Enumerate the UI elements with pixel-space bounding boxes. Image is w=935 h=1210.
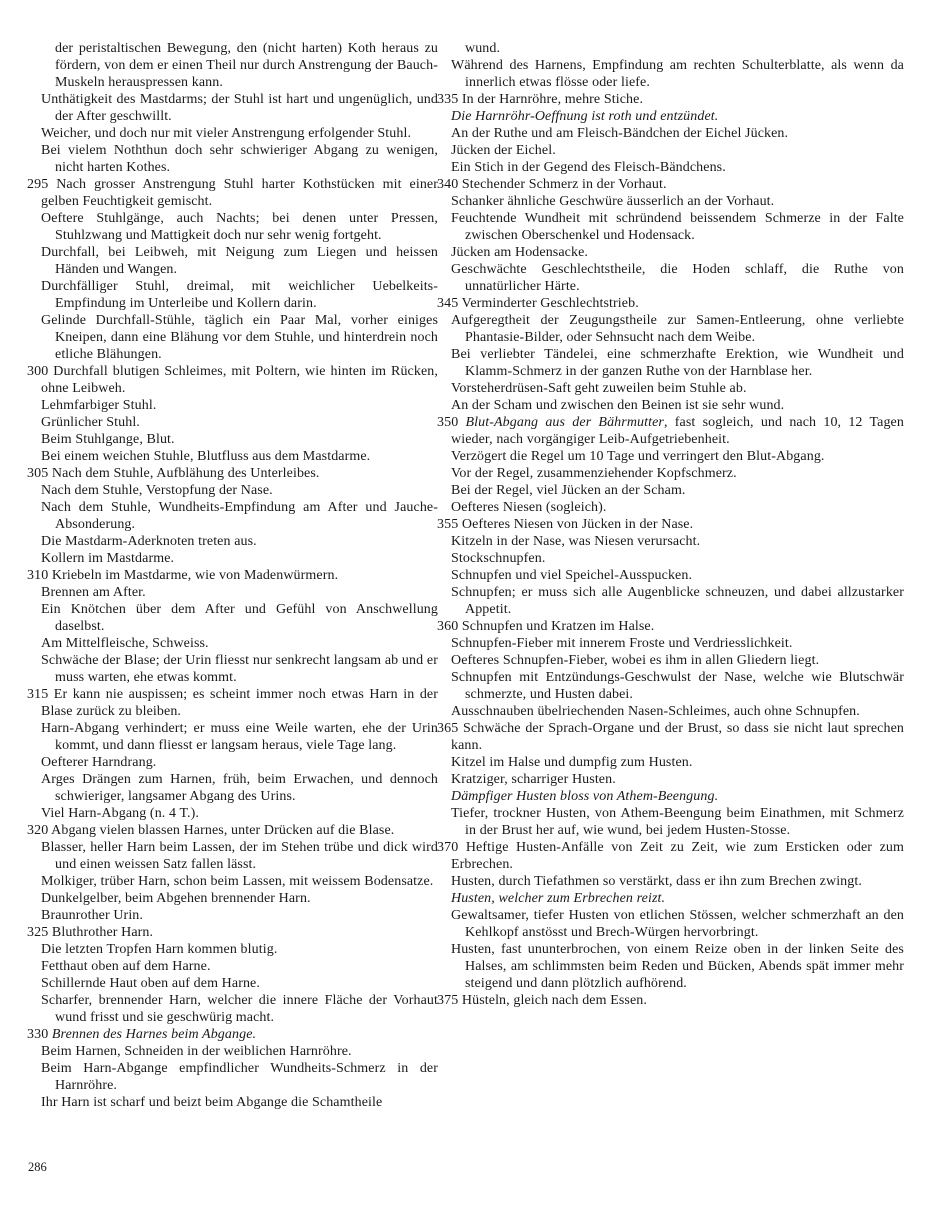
symptom-entry: [27, 601, 438, 635]
entry-text: Schnupfen mit Entzündungs-Geschwulst der Nase, welche wie Blutschwär schmerzte, und Husten dabei.: [451, 670, 904, 702]
symptom-entry: [437, 499, 904, 516]
entry-text: Geschwächte Geschlechtstheile, die Hoden schlaff, die Ruthe von unnatürlicher Härte.: [451, 262, 904, 294]
entry-text: Kriebeln im Mastdarme, wie von Madenwürmern.: [51, 568, 339, 583]
entry-text: Oefterer Harndrang.: [41, 755, 157, 770]
symptom-entry: [437, 448, 904, 465]
entry-text: Kitzeln in der Nase, was Niesen verursacht.: [451, 534, 701, 549]
entry-number: 375: [437, 993, 462, 1008]
symptom-entry: [437, 176, 904, 193]
entry-text: der peristaltischen Bewegung, den (nicht harten) Koth heraus zu fördern, von dem er einen Theil nur durch Anstrengung der Bauch-Muskeln herauspressen kann.: [55, 41, 438, 90]
entry-text: Stechender Schmerz in der Vorhaut.: [461, 177, 667, 192]
symptom-entry: [27, 1060, 438, 1094]
entry-number: 360: [437, 619, 462, 634]
symptom-entry: [27, 278, 438, 312]
symptom-entry: [27, 686, 438, 720]
entry-text-italic: Blut-Abgang aus der Bährmutter: [465, 415, 664, 430]
symptom-entry: [27, 142, 438, 176]
entry-text: Vorsteherdrüsen-Saft geht zuweilen beim Stuhle ab.: [451, 381, 747, 396]
entry-text: Die Mastdarm-Aderknoten treten aus.: [41, 534, 257, 549]
symptom-entry: [27, 482, 438, 499]
symptom-entry: [437, 907, 904, 941]
symptom-entry: [27, 992, 438, 1026]
entry-text: Die letzten Tropfen Harn kommen blutig.: [41, 942, 278, 957]
symptom-entry: [27, 839, 438, 873]
symptom-entry: [437, 380, 904, 397]
symptom-entry: [27, 941, 438, 958]
entry-number: 325: [27, 925, 52, 940]
entry-text: Verzögert die Regel um 10 Tage und verringert den Blut-Abgang.: [451, 449, 825, 464]
entry-text: Weicher, und doch nur mit vieler Anstrengung erfolgender Stuhl.: [41, 126, 412, 141]
symptom-entry: [437, 244, 904, 261]
symptom-entry: [437, 720, 904, 754]
entry-text-italic: Die Harnröhr-Oeffnung ist roth und entzündet.: [451, 109, 719, 124]
symptom-entry: [437, 992, 904, 1009]
entry-text: Schnupfen und viel Speichel-Ausspucken.: [451, 568, 693, 583]
entry-number: 315: [27, 687, 54, 702]
symptom-entry: [27, 448, 438, 465]
symptom-entry: [437, 125, 904, 142]
entry-number: 310: [27, 568, 52, 583]
symptom-entry: [27, 890, 438, 907]
symptom-entry: [27, 975, 438, 992]
symptom-entry: [437, 550, 904, 567]
entry-text: Oefteres Niesen von Jücken in der Nase.: [461, 517, 694, 532]
entry-text: Oeftere Stuhlgänge, auch Nachts; bei denen unter Pressen, Stuhlzwang und Mattigkeit doch nur sehr wenig fortgeht.: [41, 211, 438, 243]
entry-text: Husten, durch Tiefathmen so verstärkt, dass er ihn zum Brechen zwingt.: [451, 874, 862, 889]
symptom-entry: [27, 40, 438, 91]
symptom-entry: [27, 533, 438, 550]
entry-text: Viel Harn-Abgang (n. 4 T.).: [41, 806, 200, 821]
entry-text: Ein Knötchen über dem After und Gefühl von Anschwellung daselbst.: [41, 602, 438, 634]
entry-text: Oefteres Schnupfen-Fieber, wobei es ihm in allen Gliedern liegt.: [451, 653, 820, 668]
symptom-entry: [437, 771, 904, 788]
symptom-entry: [437, 567, 904, 584]
page-number: 286: [28, 1160, 47, 1174]
symptom-entry: [27, 1094, 438, 1111]
entry-text: Arges Drängen zum Harnen, früh, beim Erwachen, und dennoch schwieriger, langsamer Abgang des Urins.: [41, 772, 438, 804]
entry-number: 320: [27, 823, 52, 838]
symptom-entry: [437, 414, 904, 448]
symptom-entry: [437, 873, 904, 890]
entry-text: In der Harnröhre, mehre Stiche.: [461, 92, 644, 107]
symptom-entry: [27, 635, 438, 652]
entry-text: Durchfall blutigen Schleimes, mit Poltern, wie hinten im Rücken, ohne Leibweh.: [41, 364, 438, 396]
entry-number: 345: [437, 296, 462, 311]
entry-text: Beim Stuhlgange, Blut.: [41, 432, 175, 447]
entry-text: Ein Stich in der Gegend des Fleisch-Bändchens.: [451, 160, 726, 175]
symptom-entry: [27, 244, 438, 278]
entry-text-italic: Brennen des Harnes beim Abgange.: [51, 1027, 257, 1042]
entry-text: Stockschnupfen.: [451, 551, 546, 566]
entry-text: Scharfer, brennender Harn, welcher die innere Fläche der Vorhaut wund frisst und sie geschwürig macht.: [41, 993, 438, 1025]
entry-number: 355: [437, 517, 462, 532]
symptom-entry: [437, 533, 904, 550]
entry-text: Kitzel im Halse und dumpfig zum Husten.: [451, 755, 693, 770]
entry-text: Beim Harnen, Schneiden in der weiblichen Harnröhre.: [41, 1044, 352, 1059]
symptom-entry: [437, 295, 904, 312]
symptom-entry: [437, 159, 904, 176]
entry-text: Am Mittelfleische, Schweiss.: [41, 636, 209, 651]
symptom-entry: [27, 720, 438, 754]
entry-text: Dunkelgelber, beim Abgehen brennender Harn.: [41, 891, 311, 906]
entry-text: Bluthrother Harn.: [51, 925, 154, 940]
entry-text: Nach dem Stuhle, Wundheits-Empfindung am After und Jauche-Absonderung.: [41, 500, 438, 532]
symptom-entry: [27, 584, 438, 601]
symptom-entry: [437, 788, 904, 805]
symptom-entry: [27, 312, 438, 363]
entry-number: 305: [27, 466, 52, 481]
symptom-entry: [437, 397, 904, 414]
symptom-entry: [437, 669, 904, 703]
entry-text: wund.: [465, 41, 501, 56]
symptom-entry: [27, 958, 438, 975]
symptom-entry: [437, 941, 904, 992]
entry-text: Schnupfen-Fieber mit innerem Froste und Verdriesslichkeit.: [451, 636, 793, 651]
entry-text: Vor der Regel, zusammenziehender Kopfschmerz.: [451, 466, 737, 481]
symptom-entry: [27, 210, 438, 244]
entry-text: Brennen am After.: [41, 585, 146, 600]
symptom-entry: [27, 771, 438, 805]
entry-text: Schwäche der Sprach-Organe und der Brust, so dass sie nicht laut sprechen kann.: [451, 721, 904, 753]
entry-text: , fast sogleich, und nach 10, 12 Tagen wieder, nach vorgängiger Leib-Aufgetriebenheit.: [451, 415, 904, 447]
symptom-entry: [27, 873, 438, 890]
right-column: [437, 40, 904, 1009]
entry-text: Nach dem Stuhle, Verstopfung der Nase.: [41, 483, 273, 498]
entry-text: Aufgeregtheit der Zeugungstheile zur Samen-Entleerung, ohne verliebte Phantasie-Bilder, oder Sehnsucht nach dem Weibe.: [451, 313, 904, 345]
symptom-entry: [437, 618, 904, 635]
symptom-entry: [437, 312, 904, 346]
entry-text: An der Scham und zwischen den Beinen ist sie sehr wund.: [451, 398, 785, 413]
entry-text: Ausschnauben übelriechenden Nasen-Schleimes, auch ohne Schnupfen.: [451, 704, 860, 719]
entry-text: Blasser, heller Harn beim Lassen, der im Stehen trübe und dick wird und einen weissen Satz fallen lässt.: [41, 840, 438, 872]
symptom-entry: [437, 482, 904, 499]
symptom-entry: [437, 108, 904, 125]
entry-text: Schnupfen; er muss sich alle Augenblicke schneuzen, und dabei allzustarker Appetit.: [451, 585, 904, 617]
symptom-entry: [437, 91, 904, 108]
entry-number: 295: [27, 177, 57, 192]
entry-text: Jücken der Eichel.: [451, 143, 556, 158]
symptom-entry: [437, 635, 904, 652]
entry-text: Bei vielem Noththun doch sehr schwieriger Abgang zu wenigen, nicht harten Kothes.: [41, 143, 438, 175]
entry-text: Molkiger, trüber Harn, schon beim Lassen, mit weissem Bodensatze.: [41, 874, 434, 889]
entry-text: Ihr Harn ist scharf und beizt beim Abgange die Schamtheile: [41, 1095, 383, 1110]
entry-number: 330: [27, 1027, 52, 1042]
symptom-entry: [27, 176, 438, 210]
entry-text: Harn-Abgang verhindert; er muss eine Weile warten, ehe der Urin kommt, und dann fliesst er langsam heraus, viele Tage lang.: [41, 721, 438, 753]
entry-text: Gewaltsamer, tiefer Husten von etlichen Stössen, welcher schmerzhaft an den Kehlkopf anstösst und Brech-Würgen hervorbringt.: [451, 908, 904, 940]
entry-text: Oefteres Niesen (sogleich).: [451, 500, 607, 515]
entry-text: Tiefer, trockner Husten, von Athem-Beengung beim Einathmen, mit Schmerz in der Brust her auf, wie wund, bei jedem Husten-Stosse.: [451, 806, 904, 838]
symptom-entry: [437, 754, 904, 771]
symptom-entry: [437, 40, 904, 57]
entry-text: Gelinde Durchfall-Stühle, täglich ein Paar Mal, vorher einiges Kneipen, dann eine Blähung vor dem Stuhle, und hinterdrein noch etliche Blähungen.: [41, 313, 438, 362]
symptom-entry: [27, 550, 438, 567]
entry-text: Nach grosser Anstrengung Stuhl harter Kothstücken mit einer gelben Feuchtigkeit gemischt.: [41, 177, 438, 209]
entry-text: Nach dem Stuhle, Aufblähung des Unterleibes.: [51, 466, 320, 481]
symptom-entry: [27, 822, 438, 839]
entry-text-italic: Husten, welcher zum Erbrechen reizt.: [451, 891, 666, 906]
symptom-entry: [437, 57, 904, 91]
entry-number: 340: [437, 177, 462, 192]
symptom-entry: [27, 499, 438, 533]
entry-text: Durchfall, bei Leibweh, mit Neigung zum Liegen und heissen Händen und Wangen.: [41, 245, 438, 277]
entry-text: Beim Harn-Abgange empfindlicher Wundheits-Schmerz in der Harnröhre.: [41, 1061, 438, 1093]
entry-text: An der Ruthe und am Fleisch-Bändchen der Eichel Jücken.: [451, 126, 789, 141]
symptom-entry: [437, 584, 904, 618]
entry-text: Schanker ähnliche Geschwüre äusserlich an der Vorhaut.: [451, 194, 775, 209]
symptom-entry: [27, 363, 438, 397]
entry-text: Schnupfen und Kratzen im Halse.: [461, 619, 655, 634]
entry-text: Kollern im Mastdarme.: [41, 551, 175, 566]
symptom-entry: [27, 1026, 438, 1043]
entry-text: Durchfälliger Stuhl, dreimal, mit weichlicher Uebelkeits-Empfindung im Unterleibe und Kollern darin.: [41, 279, 438, 311]
symptom-entry: [437, 261, 904, 295]
symptom-entry: [437, 805, 904, 839]
entry-number: 370: [437, 840, 466, 855]
symptom-entry: [437, 703, 904, 720]
entry-text: Husten, fast ununterbrochen, von einem Reize oben in der linken Seite des Halses, am schlimmsten beim Reden und Bücken, Abends spät immer mehr steigend und dann plötzlich aufhörend.: [451, 942, 904, 991]
entry-text: Er kann nie auspissen; es scheint immer noch etwas Harn in der Blase zurück zu bleiben.: [41, 687, 438, 719]
entry-number: 335: [437, 92, 462, 107]
symptom-entry: [27, 397, 438, 414]
entry-text: Unthätigkeit des Mastdarms; der Stuhl ist hart und ungenüglich, und der After geschwillt.: [41, 92, 438, 124]
entry-text: Hüsteln, gleich nach dem Essen.: [461, 993, 647, 1008]
symptom-entry: [437, 652, 904, 669]
entry-text: Abgang vielen blassen Harnes, unter Drücken auf die Blase.: [51, 823, 395, 838]
left-column: [27, 40, 438, 1111]
symptom-entry: [437, 193, 904, 210]
symptom-entry: [437, 210, 904, 244]
entry-text: Verminderter Geschlechtstrieb.: [461, 296, 639, 311]
entry-text: Bei einem weichen Stuhle, Blutfluss aus dem Mastdarme.: [41, 449, 371, 464]
symptom-entry: [27, 465, 438, 482]
symptom-entry: [27, 754, 438, 771]
entry-text: Schillernde Haut oben auf dem Harne.: [41, 976, 260, 991]
entry-text: Braunrother Urin.: [41, 908, 144, 923]
entry-text: Kratziger, scharriger Husten.: [451, 772, 616, 787]
entry-text: Fetthaut oben auf dem Harne.: [41, 959, 211, 974]
symptom-entry: [27, 652, 438, 686]
symptom-entry: [27, 414, 438, 431]
entry-text-italic: Dämpfiger Husten bloss von Athem-Beengung.: [451, 789, 719, 804]
symptom-entry: [27, 924, 438, 941]
symptom-entry: [27, 1043, 438, 1060]
symptom-entry: [437, 465, 904, 482]
entry-text: Schwäche der Blase; der Urin fliesst nur senkrecht langsam ab und er muss warten, ehe etwas kommt.: [41, 653, 438, 685]
symptom-entry: [27, 907, 438, 924]
entry-text: Jücken am Hodensacke.: [451, 245, 588, 260]
entry-text: Bei der Regel, viel Jücken an der Scham.: [451, 483, 686, 498]
entry-text: Grünlicher Stuhl.: [41, 415, 140, 430]
symptom-entry: [27, 125, 438, 142]
symptom-entry: [27, 91, 438, 125]
symptom-entry: [27, 431, 438, 448]
entry-text: Lehmfarbiger Stuhl.: [41, 398, 157, 413]
entry-number: 300: [27, 364, 54, 379]
symptom-entry: [437, 142, 904, 159]
entry-text: Während des Harnens, Empfindung am rechten Schulterblatte, als wenn da innerlich etwas flösse oder liefe.: [451, 58, 904, 90]
symptom-entry: [437, 890, 904, 907]
symptom-entry: [437, 346, 904, 380]
entry-number: 350: [437, 415, 466, 430]
symptom-entry: [437, 516, 904, 533]
symptom-entry: [437, 839, 904, 873]
entry-text: Feuchtende Wundheit mit schründend beissendem Schmerze in der Falte zwischen Oberschenkel und Hodensack.: [451, 211, 904, 243]
entry-text: Heftige Husten-Anfälle von Zeit zu Zeit, wie zum Ersticken oder zum Erbrechen.: [451, 840, 904, 872]
entry-number: 365: [437, 721, 464, 736]
symptom-entry: [27, 805, 438, 822]
symptom-entry: [27, 567, 438, 584]
entry-text: Bei verliebter Tändelei, eine schmerzhafte Erektion, wie Wundheit und Klamm-Schmerz in der ganzen Ruthe von der Harnblase her.: [451, 347, 904, 379]
